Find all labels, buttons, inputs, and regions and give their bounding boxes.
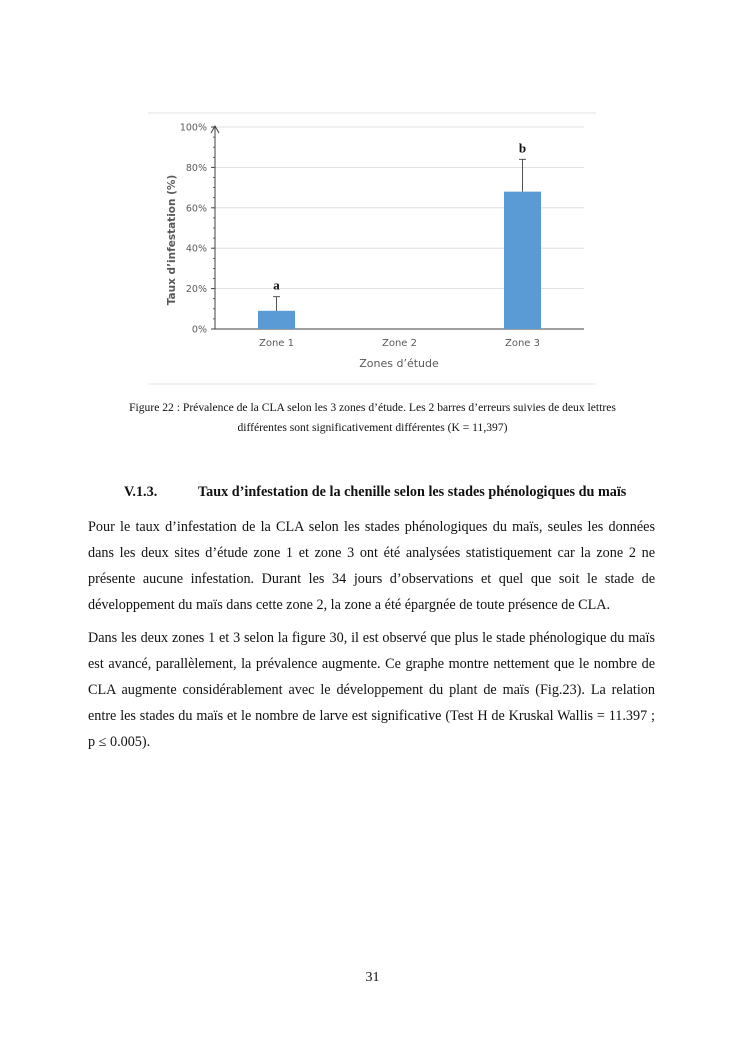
paragraph-2: Dans les deux zones 1 et 3 selon la figure 30, il est observé que plus le stade phénologique du maïs est avancé, parallèlement, la prévalence augmente. Ce graphe montre nettement que le nombre de CLA augmente considérablement avec le développement du plant de maïs (Fig.23). La relation entre les stades du maïs et le nombre de larve est significative (Test H de Kruskal Wallis = 11.397 ; p ≤ 0.005). — [88, 630, 655, 750]
figure-caption — [90, 398, 655, 438]
bar-zone-1 — [258, 311, 295, 329]
x-tick-label: Zone 1 — [259, 338, 294, 349]
section-title: Taux d’infestation de la chenille selon les stades phénologiques du maïs — [198, 484, 627, 500]
x-axis-label: Zones d’étude — [359, 357, 439, 370]
significance-letter: a — [273, 277, 280, 293]
y-tick-label: 60% — [185, 203, 207, 215]
section-heading — [124, 484, 626, 501]
x-tick-label: Zone 2 — [382, 338, 417, 349]
significance-letter: b — [518, 140, 527, 156]
bar-zone-3 — [504, 192, 541, 329]
y-axis-label: Taux d’infestation (%) — [166, 174, 178, 306]
paragraph-1: Pour le taux d’infestation de la CLA selon les stades phénologiques du maïs, seules les données dans les deux sites d’étude zone 1 et zone 3 ont été analysées statistiquement car la zone 2 ne présente aucune infestation. Durant les 34 jours d’observations et quel que soit le stade de développement du maïs dans cette zone 2, la zone a été épargnée de toute présence de CLA. — [88, 519, 655, 613]
caption-line-1: Figure 22 : Prévalence de la CLA selon les 3 zones d’étude. Les 2 barres d’erreurs suivies de deux lettres — [129, 401, 616, 414]
y-tick-label: 0% — [191, 324, 207, 336]
caption-line-2: différentes sont significativement différentes (K = 11,397) — [237, 421, 508, 434]
y-tick-label: 40% — [185, 243, 207, 255]
y-tick-label: 80% — [185, 162, 207, 174]
section-number: V.1.3. — [124, 484, 158, 500]
y-tick-label: 20% — [185, 284, 207, 296]
x-tick-label: Zone 3 — [505, 338, 540, 349]
page-number: 31 — [365, 970, 380, 985]
bar-chart — [148, 112, 598, 387]
y-tick-label: 100% — [179, 122, 207, 134]
